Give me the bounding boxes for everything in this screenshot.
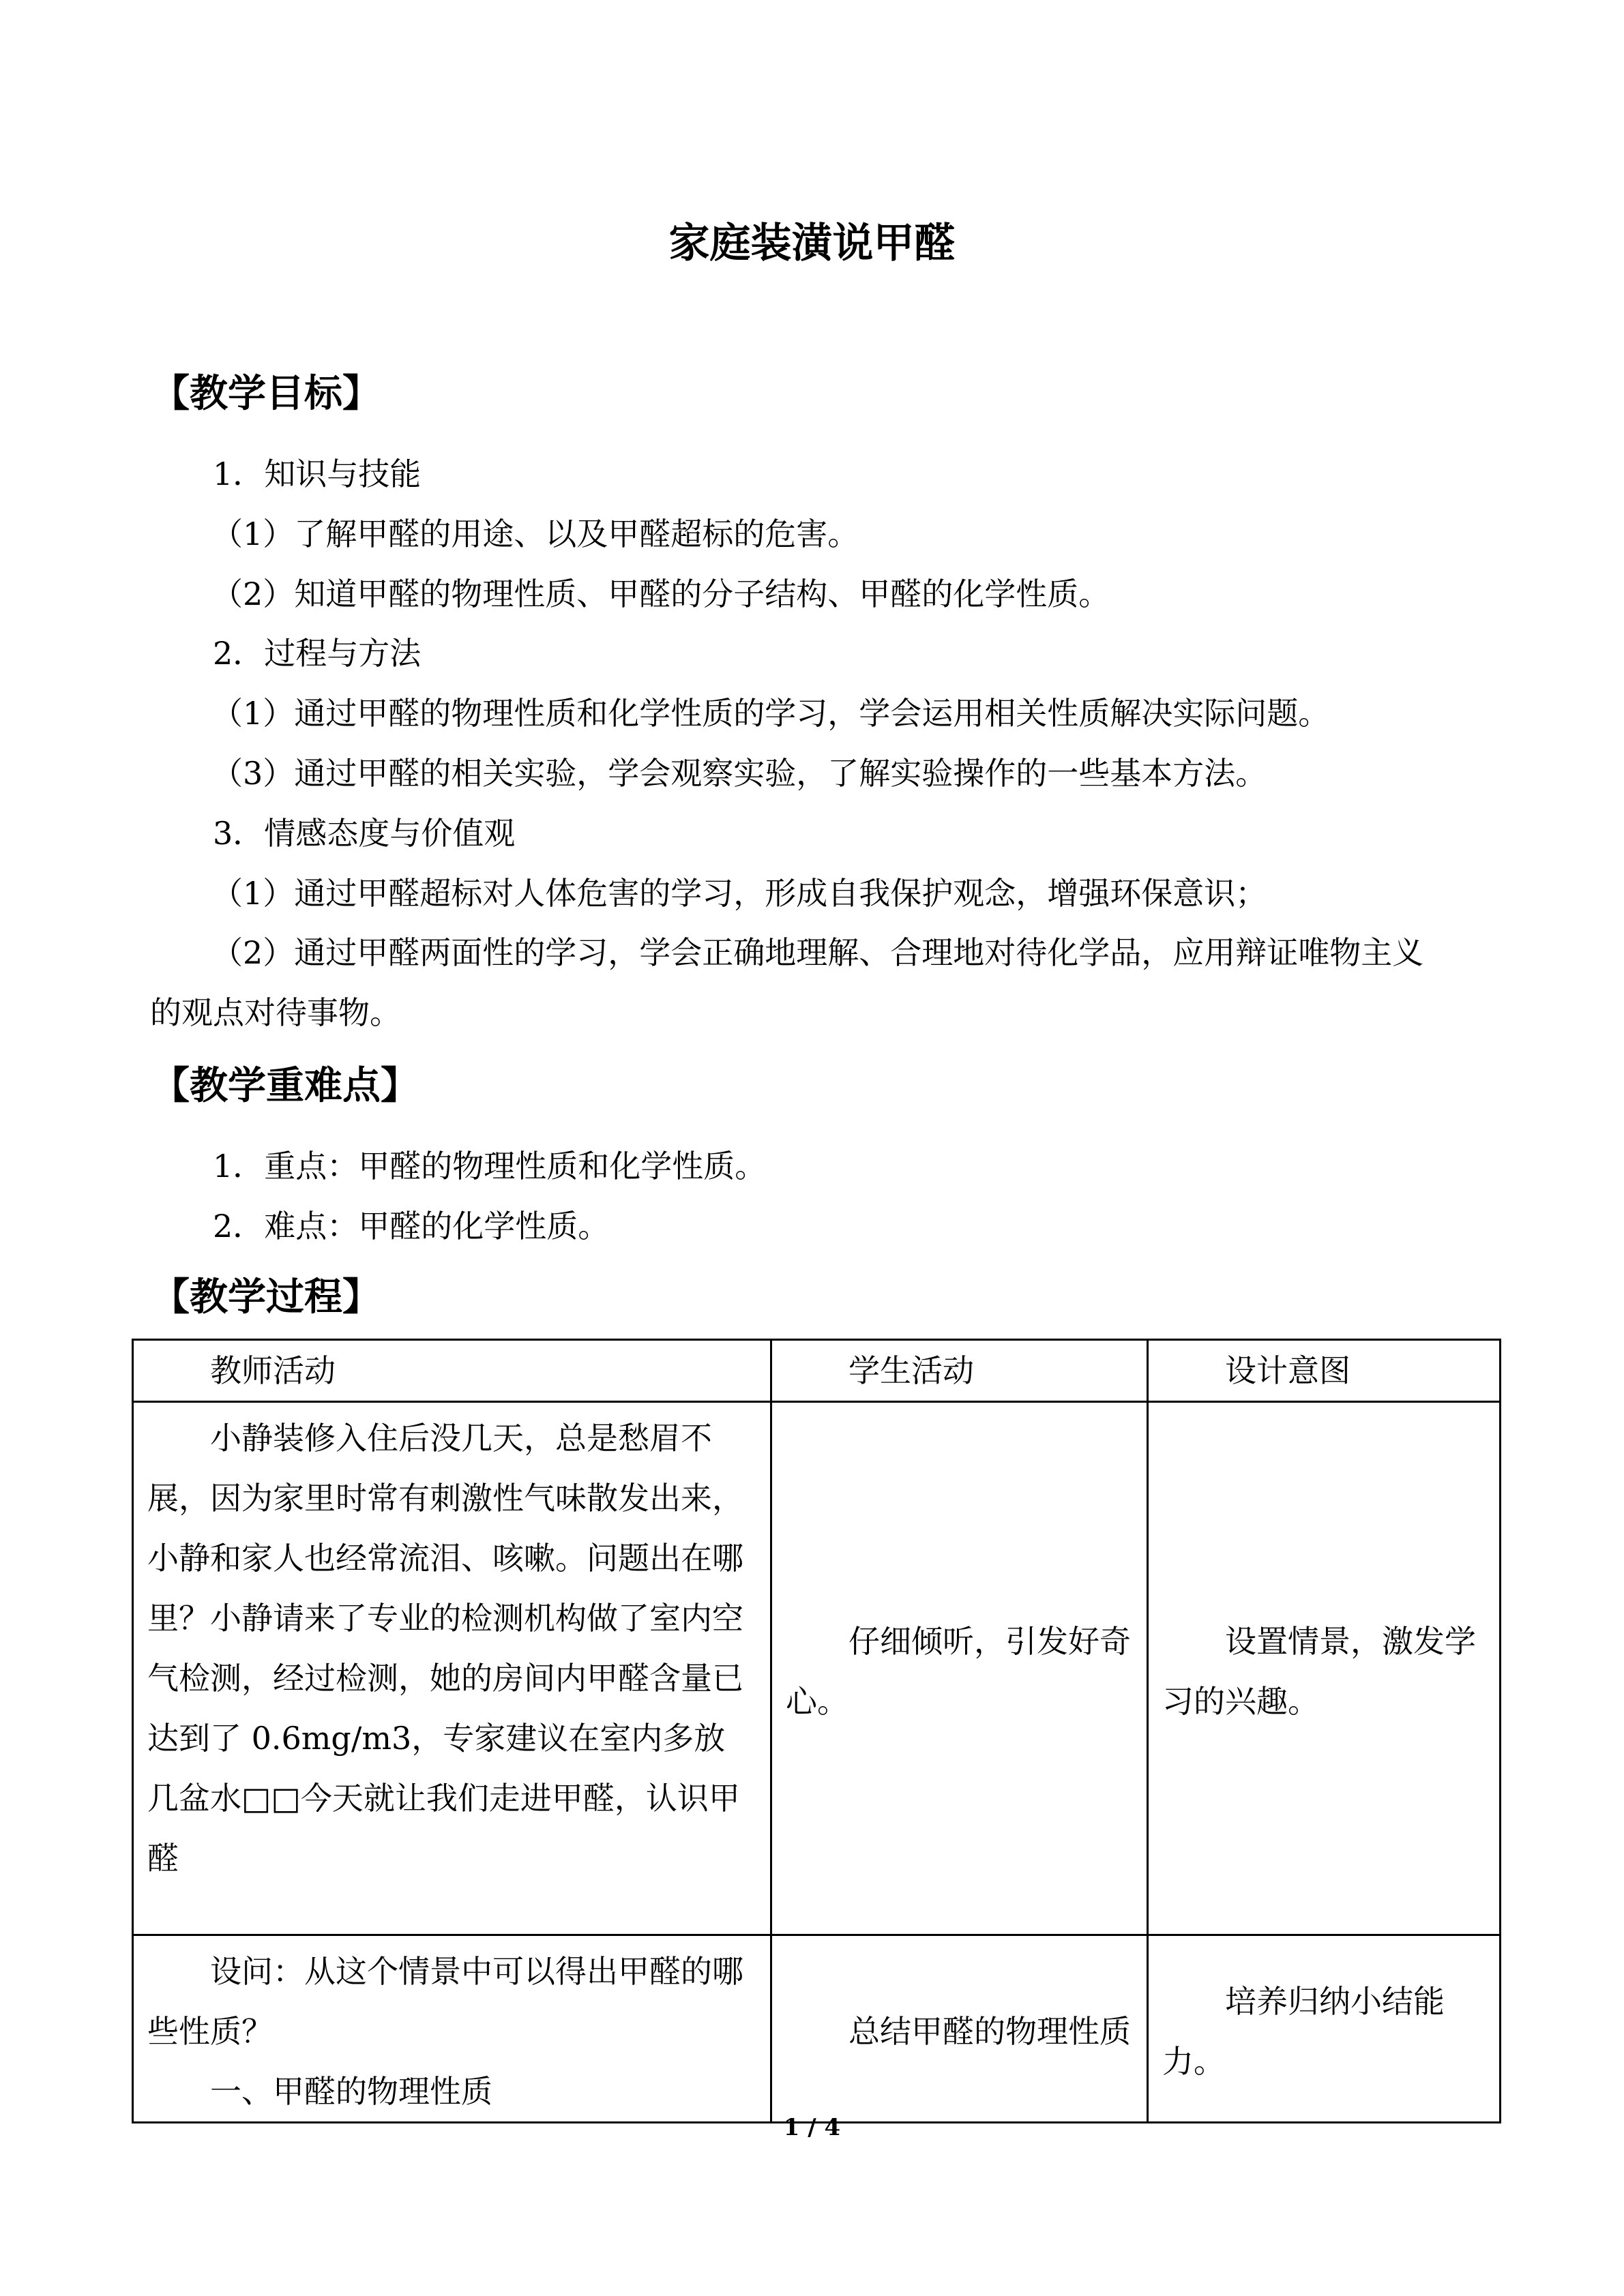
objective-emotion-2-cont: 的观点对待事物。	[150, 994, 401, 1031]
page-number: 1 / 4	[783, 2114, 841, 2141]
objective-process-3: （3）通过甲醛的相关实验，学会观察实验，了解实验操作的一些基本方法。	[211, 755, 1267, 792]
row1-intent: 设置情景，激发学习的兴趣。	[1162, 1622, 1476, 1720]
objective-knowledge-2: （2）知道甲醛的物理性质、甲醛的分子结构、甲醛的化学性质。	[211, 576, 1110, 612]
objective-emotion: 3．情感态度与价值观	[213, 815, 516, 852]
page-title: 家庭装潢说甲醛	[668, 220, 956, 267]
row2-student: 总结甲醛的物理性质	[848, 2013, 1131, 2050]
row2-intent: 培养归纳小结能力。	[1162, 1983, 1445, 2080]
row1-student: 仔细倾听，引发好奇心。	[786, 1622, 1131, 1720]
table-row	[133, 1402, 1501, 1935]
header-student-cell	[771, 1340, 1148, 1402]
objective-knowledge: 1．知识与技能	[213, 456, 422, 492]
row1-teacher: 小静装修入住后没几天，总是愁眉不展，因为家里时常有刺激性气味散发出来，小静和家人也经常流泪、咳嗽。问题出在哪里？小静请来了专业的检测机构做了室内空气检测，经过检测，她的房间内甲醛含量已达到了 0.6mg/m3，专家建议在室内多放几盆水□□今天就让我们走进甲醛，认识甲醛	[147, 1420, 743, 1877]
row2-teacher-cell	[133, 1935, 771, 2123]
keypoint-focus: 1．重点：甲醛的物理性质和化学性质。	[213, 1148, 767, 1184]
row1-intent-cell	[1148, 1402, 1501, 1935]
header-teacher: 教师活动	[210, 1352, 336, 1389]
row2-teacher-question: 设问：从这个情景中可以得出甲醛的哪些性质？	[147, 1953, 743, 2050]
header-student: 学生活动	[848, 1352, 974, 1389]
objective-knowledge-1: （1）了解甲醛的用途、以及甲醛超标的危害。	[211, 516, 859, 552]
objective-emotion-1: （1）通过甲醛超标对人体危害的学习，形成自我保护观念，增强环保意识；	[211, 875, 1267, 912]
objective-process: 2．过程与方法	[213, 635, 422, 672]
table-row	[133, 1935, 1501, 2123]
objective-process-1: （1）通过甲醛的物理性质和化学性质的学习，学会运用相关性质解决实际问题。	[211, 695, 1330, 732]
objective-emotion-2: （2）通过甲醛两面性的学习，学会正确地理解、合理地对待化学品，应用辩证唯物主义	[211, 934, 1424, 971]
keypoint-difficulty: 2．难点：甲醛的化学性质。	[213, 1208, 610, 1244]
row2-intent-cell	[1148, 1935, 1501, 2123]
table-header-row	[133, 1340, 1501, 1402]
row2-student-cell	[771, 1935, 1148, 2123]
row2-teacher-subheading: 一、甲醛的物理性质	[210, 2073, 492, 2110]
section-heading-objectives: 【教学目标】	[151, 371, 381, 416]
row1-student-cell	[771, 1402, 1148, 1935]
header-teacher-cell	[133, 1340, 771, 1402]
row1-teacher-cell	[133, 1402, 771, 1935]
header-intent-cell	[1148, 1340, 1501, 1402]
header-intent: 设计意图	[1225, 1352, 1350, 1389]
process-table	[132, 1339, 1501, 2123]
section-heading-process: 【教学过程】	[151, 1274, 381, 1320]
section-heading-keypoints: 【教学重难点】	[151, 1063, 419, 1108]
